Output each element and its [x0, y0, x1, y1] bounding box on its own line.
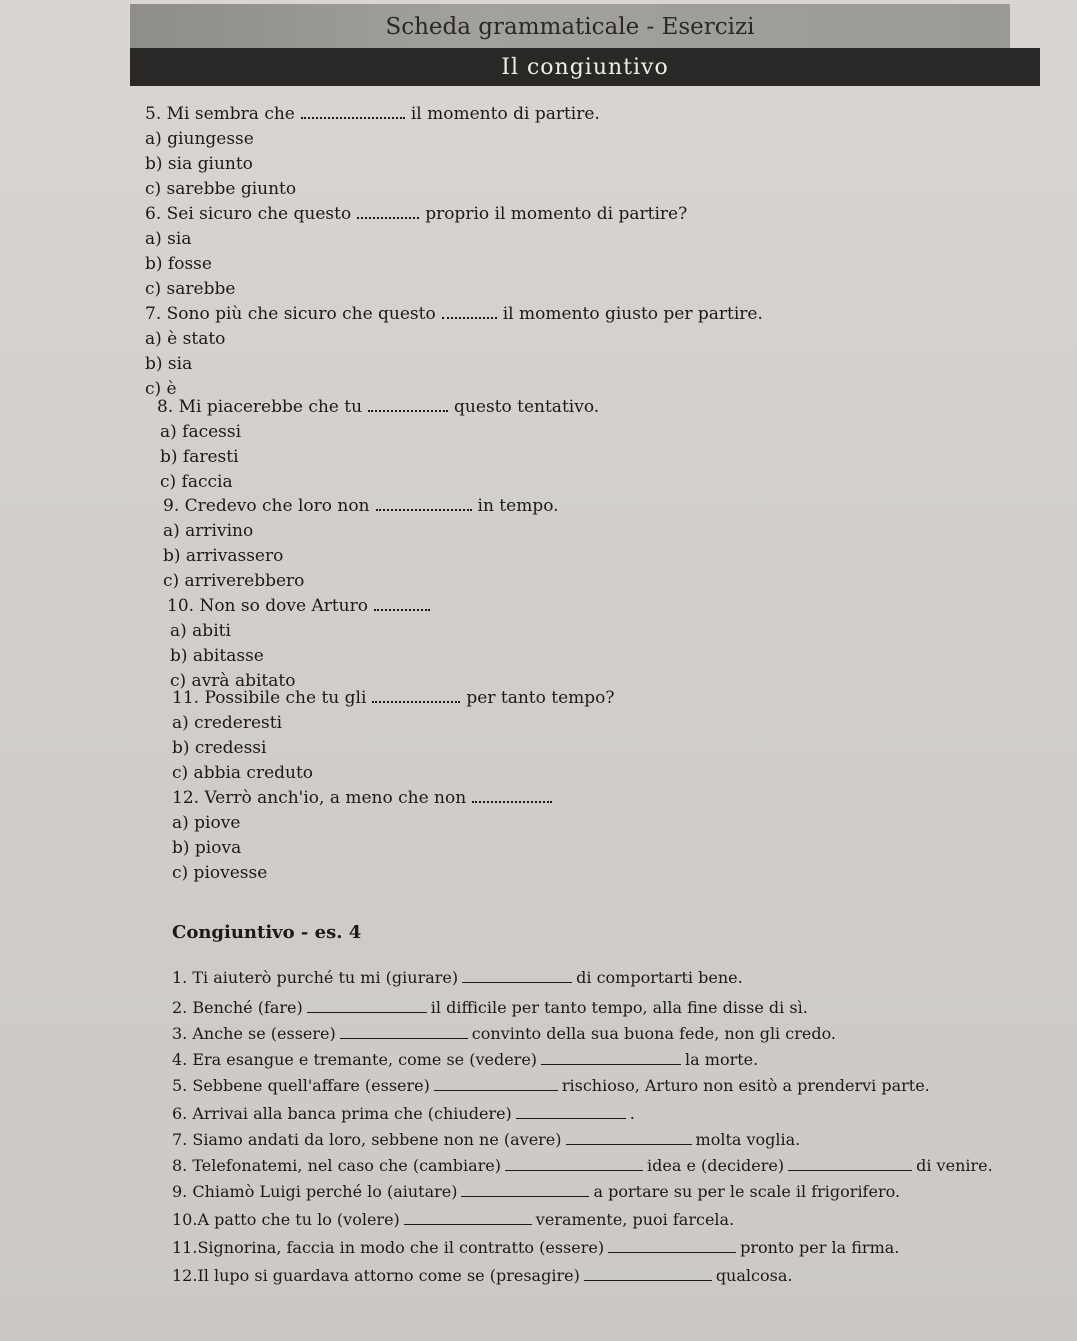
question-text-end: proprio il momento di partire?	[425, 204, 688, 224]
exercise-text-end: veramente, puoi farcela.	[535, 1210, 735, 1229]
answer-option[interactable]: c) avrà abitato	[170, 671, 296, 691]
exercise-text-end: di comportarti bene.	[576, 968, 743, 987]
exercise-text: 8. Telefonatemi, nel caso che (cambiare)	[172, 1156, 501, 1175]
answer-option[interactable]: c) faccia	[160, 472, 233, 492]
exercise-item-3	[172, 1024, 836, 1044]
exercise-text: 4. Era esangue e tremante, come se (vedere)	[172, 1050, 538, 1069]
exercise-item-9	[172, 1182, 900, 1202]
exercise-item-11	[172, 1238, 899, 1258]
answer-option[interactable]: c) piovesse	[172, 863, 268, 883]
question-text-end: il momento di partire.	[410, 104, 600, 124]
title-text: Scheda grammaticale - Esercizi	[385, 14, 755, 40]
question-5	[145, 104, 600, 124]
answer-blank[interactable]	[505, 1158, 643, 1171]
answer-blank[interactable]	[608, 1240, 736, 1253]
answer-option[interactable]: a) crederesti	[172, 713, 283, 733]
question-text-end: questo tentativo.	[454, 397, 600, 417]
exercise-text-mid: idea e (decidere)	[647, 1156, 785, 1175]
answer-option[interactable]: b) sia giunto	[145, 154, 253, 174]
question-text: 5. Mi sembra che	[145, 104, 295, 124]
exercise-text: 9. Chiamò Luigi perché lo (aiutare)	[172, 1182, 458, 1201]
answer-blank[interactable]	[541, 1052, 681, 1065]
exercise-item-4	[172, 1050, 758, 1070]
exercise-text-end: convinto della sua buona fede, non gli credo.	[471, 1024, 837, 1043]
exercise-item-2	[172, 998, 808, 1018]
answer-blank[interactable]	[566, 1132, 692, 1145]
question-8	[157, 397, 599, 417]
exercise-text-end: qualcosa.	[715, 1266, 793, 1285]
exercise-item-7	[172, 1130, 800, 1150]
exercise-text-end: il difficile per tanto tempo, alla fine disse di sì.	[430, 998, 808, 1017]
answer-option[interactable]: c) sarebbe giunto	[145, 179, 297, 199]
exercise-item-8	[172, 1156, 993, 1176]
answer-option[interactable]: a) giungesse	[145, 129, 254, 149]
subtitle-text: Il congiuntivo	[501, 54, 669, 80]
exercise-text: 5. Sebbene quell'affare (essere)	[172, 1076, 430, 1095]
answer-blank[interactable]	[301, 107, 405, 119]
exercise-text-end: pronto per la firma.	[740, 1238, 900, 1257]
answer-option[interactable]: c) abbia creduto	[172, 763, 314, 783]
exercise-text-end: di venire.	[916, 1156, 993, 1175]
exercise-text-end: a portare su per le scale il frigorifero.	[593, 1182, 901, 1201]
question-text: 11. Possibile che tu gli	[172, 688, 367, 708]
answer-option[interactable]: a) è stato	[145, 329, 226, 349]
exercise-text: 7. Siamo andati da loro, sebbene non ne (avere)	[172, 1130, 562, 1149]
answer-blank[interactable]	[374, 599, 430, 611]
question-10	[167, 596, 436, 616]
question-text: 6. Sei sicuro che questo	[145, 204, 352, 224]
question-7	[145, 304, 763, 324]
answer-blank[interactable]	[372, 691, 460, 703]
question-text: 8. Mi piacerebbe che tu	[157, 397, 363, 417]
question-text-end: per tanto tempo?	[466, 688, 615, 708]
question-9	[163, 496, 559, 516]
exercise-text: 3. Anche se (essere)	[172, 1024, 336, 1043]
question-text-end: in tempo.	[477, 496, 559, 516]
worksheet-subtitle	[130, 48, 1040, 86]
answer-blank[interactable]	[516, 1106, 626, 1119]
exercise-item-1	[172, 968, 743, 988]
answer-blank[interactable]	[584, 1268, 712, 1281]
answer-option[interactable]: a) piove	[172, 813, 241, 833]
question-12	[172, 788, 558, 808]
exercise-text: 1. Ti aiuterò purché tu mi (giurare)	[172, 968, 459, 987]
worksheet-title	[130, 4, 1010, 50]
exercise-item-5	[172, 1076, 930, 1096]
answer-option[interactable]: a) sia	[145, 229, 192, 249]
answer-option[interactable]: a) arrivino	[163, 521, 254, 541]
answer-option[interactable]: c) sarebbe	[145, 279, 236, 299]
exercise-text: 6. Arrivai alla banca prima che (chiudere)	[172, 1104, 512, 1123]
answer-option[interactable]: c) è	[145, 379, 177, 399]
answer-option[interactable]: c) arriverebbero	[163, 571, 305, 591]
exercise-text: 10.A patto che tu lo (volere)	[172, 1210, 400, 1229]
question-text: 10. Non so dove Arturo	[167, 596, 368, 616]
exercise-text-end: .	[629, 1104, 635, 1123]
exercise-item-12	[172, 1266, 792, 1286]
answer-option[interactable]: b) sia	[145, 354, 193, 374]
question-text: 12. Verrò anch'io, a meno che non	[172, 788, 467, 808]
question-text: 7. Sono più che sicuro che questo	[145, 304, 436, 324]
answer-option[interactable]: b) faresti	[160, 447, 239, 467]
answer-blank[interactable]	[434, 1078, 558, 1091]
exercise-item-10	[172, 1210, 734, 1230]
answer-option[interactable]: a) abiti	[170, 621, 231, 641]
exercise-text: 11.Signorina, faccia in modo che il contratto (essere)	[172, 1238, 605, 1257]
exercise-text: 12.Il lupo si guardava attorno come se (presagire)	[172, 1266, 580, 1285]
exercise-text-end: molta voglia.	[695, 1130, 801, 1149]
answer-option[interactable]: a) facessi	[160, 422, 242, 442]
question-6	[145, 204, 687, 224]
answer-blank[interactable]	[307, 1000, 427, 1013]
exercise-text-end: la morte.	[685, 1050, 759, 1069]
section-heading: Congiuntivo - es. 4	[172, 922, 362, 943]
question-text-end: il momento giusto per partire.	[502, 304, 763, 324]
answer-blank[interactable]	[442, 307, 497, 319]
answer-blank[interactable]	[788, 1158, 912, 1171]
answer-option[interactable]: b) fosse	[145, 254, 212, 274]
answer-option[interactable]: b) abitasse	[170, 646, 264, 666]
question-text: 9. Credevo che loro non	[163, 496, 370, 516]
answer-option[interactable]: b) credessi	[172, 738, 267, 758]
answer-blank[interactable]	[461, 1184, 589, 1197]
answer-blank[interactable]	[376, 499, 472, 511]
answer-blank[interactable]	[357, 207, 419, 219]
answer-blank[interactable]	[340, 1026, 468, 1039]
exercise-text-end: rischioso, Arturo non esitò a prendervi parte.	[561, 1076, 930, 1095]
question-11	[172, 688, 615, 708]
answer-blank[interactable]	[462, 970, 572, 983]
answer-blank[interactable]	[404, 1212, 532, 1225]
exercise-item-6	[172, 1104, 635, 1124]
answer-option[interactable]: b) arrivassero	[163, 546, 284, 566]
exercise-text: 2. Benché (fare)	[172, 998, 303, 1017]
answer-option[interactable]: b) piova	[172, 838, 242, 858]
answer-blank[interactable]	[472, 791, 552, 803]
answer-blank[interactable]	[368, 400, 448, 412]
